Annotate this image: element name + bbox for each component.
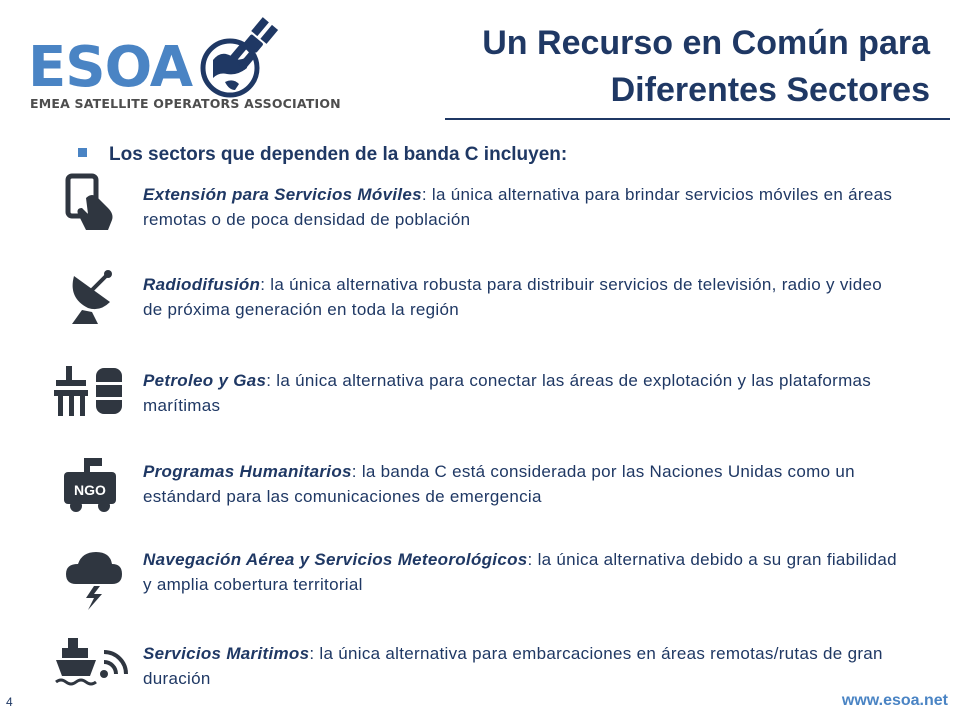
globe-satellite-icon	[185, 12, 295, 98]
title-line-2: Diferentes Sectores	[610, 71, 930, 109]
lead-text: Los sectors que dependen de la banda C incluyen:	[109, 144, 568, 165]
title-line-1: Un Recurso en Común para	[482, 24, 930, 62]
item-heading: Servicios Maritimos	[143, 644, 310, 663]
item-heading: Radiodifusión	[143, 275, 261, 294]
logo-subtitle: EMEA SATELLITE OPERATORS ASSOCIATION	[30, 96, 341, 111]
oil-rig-barrel-icon	[52, 364, 126, 418]
square-bullet-icon	[78, 148, 87, 157]
item-text: : la única alternativa debido a su gran fiabilidad y amplia cobertura territorial	[143, 550, 897, 594]
item-heading: Petroleo y Gas	[143, 371, 267, 390]
list-item	[143, 272, 903, 322]
list-item	[143, 368, 903, 418]
lead-bullet	[78, 144, 567, 166]
title-underline	[445, 118, 950, 120]
list-item	[143, 547, 903, 597]
ship-signal-icon	[54, 634, 128, 690]
logo-wordmark: ESOA	[28, 35, 193, 100]
ngo-label: NGO	[74, 482, 106, 498]
item-heading: Programas Humanitarios	[143, 462, 352, 481]
ngo-vehicle-icon	[62, 456, 118, 514]
page-title	[390, 20, 930, 114]
satellite-dish-icon	[64, 266, 120, 326]
list-item	[143, 641, 903, 691]
item-text: : la única alternativa para conectar las áreas de explotación y las plataformas marítimas	[143, 371, 872, 415]
page-number: 4	[6, 695, 13, 709]
item-heading: Extensión para Servicios Móviles	[143, 185, 422, 204]
item-text: : la única alternativa para embarcaciones en áreas remotas/rutas de gran duración	[143, 644, 883, 688]
mobile-hand-icon	[62, 172, 122, 232]
item-heading: Navegación Aérea y Servicios Meteorológicos	[143, 550, 528, 569]
item-text: : la banda C está considerada por las Naciones Unidas como un estándard para las comunicaciones de emergencia	[143, 462, 855, 506]
website-link[interactable]: www.esoa.net	[841, 692, 948, 709]
list-item	[143, 182, 903, 232]
item-text: : la única alternativa robusta para distribuir servicios de televisión, radio y video de próxima generación en toda la región	[143, 275, 882, 319]
item-text: : la única alternativa para brindar servicios móviles en áreas remotas o de poca densidad de población	[143, 185, 893, 229]
esoa-logo	[20, 8, 341, 114]
list-item	[143, 459, 903, 509]
storm-cloud-icon	[64, 548, 122, 610]
